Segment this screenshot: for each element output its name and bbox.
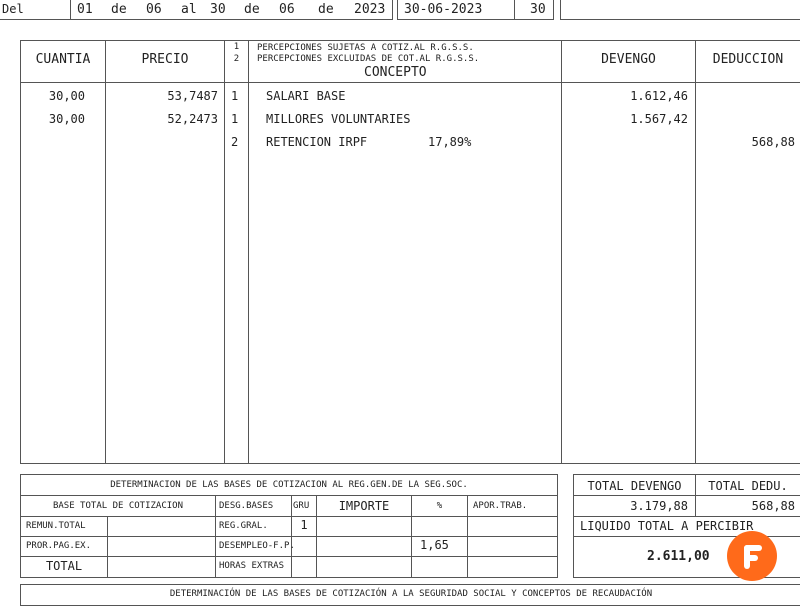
period-de: de <box>111 2 127 17</box>
header-devengo: DEVENGO <box>601 52 656 67</box>
header-precio: PRECIO <box>141 52 189 67</box>
reg-gral-label: REG.GRAL. <box>219 521 268 531</box>
period-from-day: 01 <box>77 2 93 17</box>
period-to-month: 06 <box>279 2 295 17</box>
reg-gral-gru: 1 <box>300 518 308 532</box>
period-de: de <box>318 2 334 17</box>
gru-label: GRU <box>293 501 310 511</box>
cell-devengo: 1.567,42 <box>630 112 688 126</box>
divider <box>224 40 225 464</box>
divider <box>70 0 71 20</box>
header-concepto: CONCEPTO <box>364 65 427 80</box>
cell-cuantia: 30,00 <box>48 112 85 126</box>
divider <box>107 516 108 578</box>
divider <box>105 40 106 464</box>
concepts-table <box>20 40 800 464</box>
pct-label: % <box>436 501 443 511</box>
footer-title: DETERMINACIÓN DE LAS BASES DE COTIZACIÓN A LA SEGURIDAD SOCIAL Y CONCEPTOS DE RECAUDACIÓN <box>169 589 653 599</box>
pay-date: 30-06-2023 <box>404 2 483 17</box>
period-extra-box <box>560 0 800 20</box>
divider <box>20 536 558 537</box>
divider <box>20 495 558 496</box>
total-dedu-label: TOTAL DEDU. <box>708 479 788 493</box>
cell-code: 1 <box>231 89 239 103</box>
cell-precio: 53,7487 <box>167 89 218 103</box>
cell-irpf-pct: 17,89% <box>428 135 472 149</box>
header-code-2: 2 <box>233 54 240 64</box>
cell-concepto: MILLORES VOLUNTARIES <box>266 112 411 126</box>
header-perc-sujetas: PERCEPCIONES SUJETAS A COTIZ.AL R.G.S.S. <box>257 43 474 53</box>
f-logo-icon <box>727 531 777 581</box>
divider <box>20 556 558 557</box>
header-cuantia: CUANTIA <box>35 52 91 67</box>
f-logo-glyph-icon <box>727 531 777 581</box>
divider <box>248 40 249 464</box>
liquido-label: LIQUIDO TOTAL A PERCIBIR <box>580 519 754 533</box>
desg-bases-label: DESG.BASES <box>219 501 274 511</box>
remun-total-label: REMUN.TOTAL <box>26 521 86 531</box>
pror-pag-label: PROR.PAG.EX. <box>26 541 92 551</box>
cell-concepto: SALARI BASE <box>266 89 346 103</box>
period-to-day: 30 <box>210 2 226 17</box>
divider <box>291 495 292 578</box>
period-al: al <box>181 2 197 17</box>
bases-title: DETERMINACION DE LAS BASES DE COTIZACION AL REG.GEN.DE LA SEG.SOC. <box>110 480 468 490</box>
divider <box>695 40 696 464</box>
days-count: 30 <box>530 2 546 17</box>
header-deduccion: DEDUCCION <box>712 52 784 67</box>
period-de: de <box>244 2 260 17</box>
base-total-label: BASE TOTAL DE COTIZACION <box>52 501 184 511</box>
divider <box>467 495 468 578</box>
header-code-1: 1 <box>233 42 240 52</box>
importe-label: IMPORTE <box>338 499 390 513</box>
period-year: 2023 <box>354 2 386 17</box>
cell-code: 2 <box>231 135 239 149</box>
desempleo-pct: 1,65 <box>420 538 449 552</box>
period-del: Del <box>2 2 24 16</box>
horas-extras-label: HORAS EXTRAS <box>219 561 285 571</box>
liquido-value: 2.611,00 <box>647 549 710 564</box>
divider <box>573 516 800 517</box>
divider <box>215 495 216 578</box>
total-label: TOTAL <box>45 559 83 573</box>
apor-trab-label: APOR.TRAB. <box>473 501 528 511</box>
total-dedu-value: 568,88 <box>751 499 795 513</box>
cell-code: 1 <box>231 112 239 126</box>
cell-cuantia: 30,00 <box>48 89 85 103</box>
cell-deduccion: 568,88 <box>751 135 795 149</box>
divider <box>20 82 800 83</box>
divider <box>573 495 800 496</box>
cell-precio: 52,2473 <box>167 112 218 126</box>
period-from-month: 06 <box>146 2 162 17</box>
cell-devengo: 1.612,46 <box>630 89 688 103</box>
total-devengo-label: TOTAL DEVENGO <box>587 479 682 493</box>
header-perc-excluidas: PERCEPCIONES EXCLUIDAS DE COT.AL R.G.S.S. <box>257 54 480 64</box>
desempleo-label: DESEMPLEO-F.P. <box>219 541 295 551</box>
total-devengo-value: 3.179,88 <box>630 499 688 513</box>
cell-concepto: RETENCION IRPF <box>266 135 368 149</box>
divider <box>561 40 562 464</box>
divider <box>20 516 558 517</box>
